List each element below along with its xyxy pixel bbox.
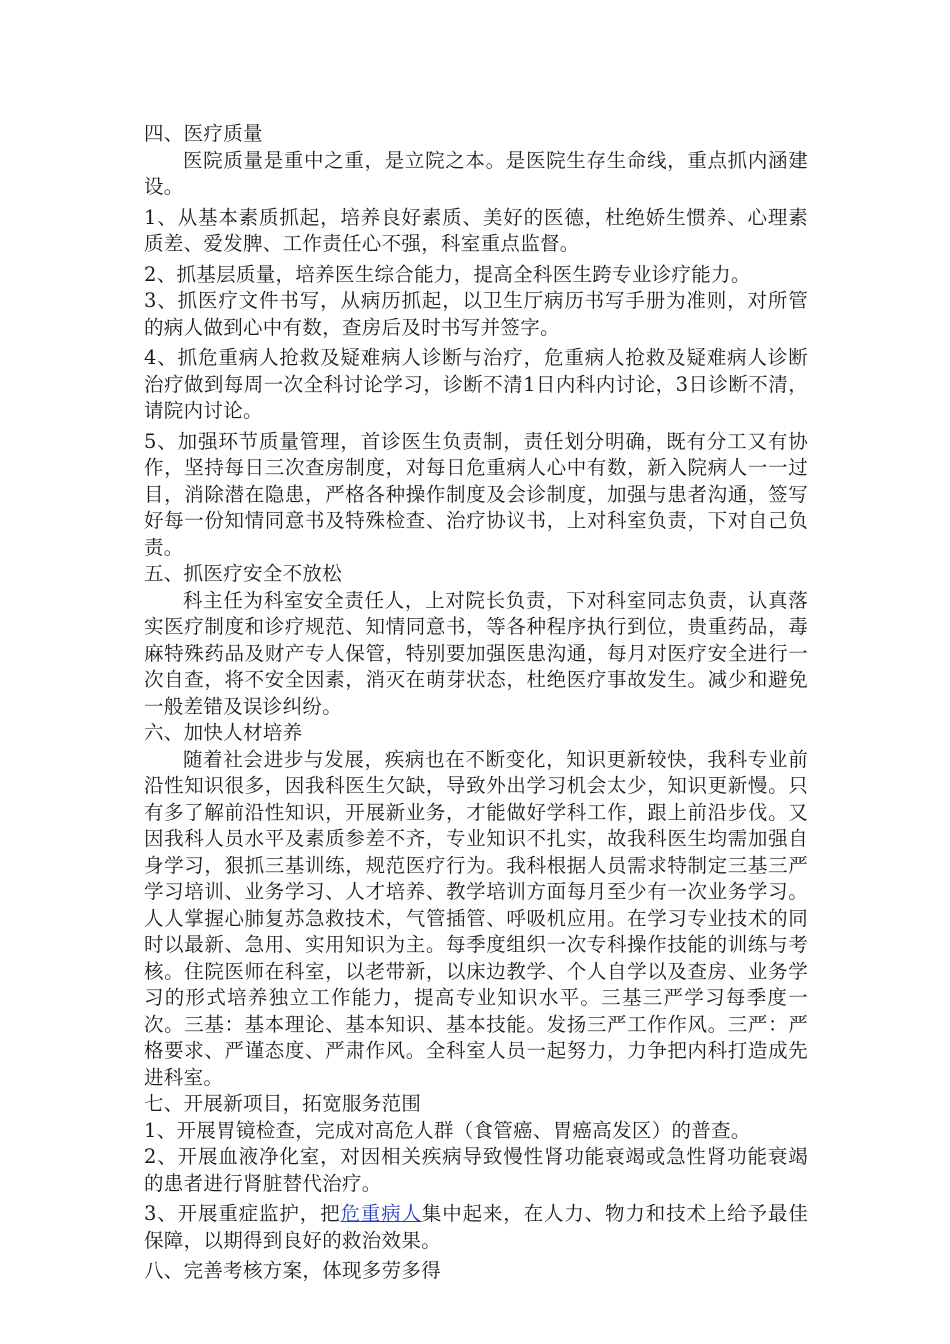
section-4-item-3: 3、抓医疗文件书写，从病历抓起，以卫生厅病历书写手册为准则，对所管的病人做到心中有数，查房后及时书写并签字。 xyxy=(144,289,808,339)
section-7-item-1: 1、开展胃镜检查，完成对高危人群（食管癌、胃癌高发区）的普查。 xyxy=(144,1118,751,1142)
critical-patients-link[interactable]: 危重病人 xyxy=(340,1202,422,1225)
section-4-intro: 医院质量是重中之重，是立院之本。是医院生存生命线，重点抓内涵建设。 xyxy=(144,148,808,198)
section-4-item-2: 2、抓基层质量，培养医生综合能力，提高全科医生跨专业诊疗能力。 xyxy=(144,262,751,286)
section-4-item-4: 4、抓危重病人抢救及疑难病人诊断与治疗，危重病人抢救及疑难病人诊断治疗做到每周一次全科讨论学习，诊断不清1日内科内讨论，3日诊断不清，请院内讨论。 xyxy=(144,346,808,422)
section-7-item-3-suffix: 集中起来，在人力、物力和技术上给予最佳保障，以期得到良好的救治效果。 xyxy=(144,1202,808,1252)
section-7-heading: 七、开展新项目，拓宽服务范围 xyxy=(144,1092,422,1115)
document-body xyxy=(144,121,808,1285)
section-6-heading: 六、加快人材培养 xyxy=(144,721,303,744)
section-7-item-2: 2、开展血液净化室，对因相关疾病导致慢性肾功能衰竭或急性肾功能衰竭的患者进行肾脏替代治疗。 xyxy=(144,1145,808,1195)
section-5-heading: 五、抓医疗安全不放松 xyxy=(144,562,343,585)
section-8-heading: 八、完善考核方案，体现多劳多得 xyxy=(144,1259,442,1282)
section-4-item-5: 5、加强环节质量管理，首诊医生负责制，责任划分明确，既有分工又有协作，坚持每日三次查房制度，对每日危重病人心中有数，新入院病人一一过目，消除潜在隐患，严格各种操作制度及会诊制度，加强与患者沟通，签写好每一份知情同意书及特殊检查、治疗协议书，上对科室负责，下对自己负责。 xyxy=(144,429,808,559)
section-5-body: 科主任为科室安全责任人，上对院长负责，下对科室同志负责，认真落实医疗制度和诊疗规范、知情同意书，等各种程序执行到位，贵重药品，毒麻特殊药品及财产专人保管，特别要加强医患沟通，每月对医疗安全进行一次自查，将不安全因素，消灭在萌芽状态，杜绝医疗事故发生。减少和避免一般差错及误诊纠纷。 xyxy=(144,588,808,718)
section-7-item-3-prefix: 3、开展重症监护，把 xyxy=(144,1202,341,1225)
section-4-item-1: 1、从基本素质抓起，培养良好素质、美好的医德，杜绝娇生惯养、心理素质差、爱发脾、工作责任心不强，科室重点监督。 xyxy=(144,205,808,255)
section-6-body: 随着社会进步与发展，疾病也在不断变化，知识更新较快，我科专业前沿性知识很多，因我科医生欠缺，导致外出学习机会太少，知识更新慢。只有多了解前沿性知识，开展新业务，才能做好学科工作，跟上前沿步伐。又因我科人员水平及素质参差不齐，专业知识不扎实，故我科医生均需加强自身学习，狠抓三基训练，规范医疗行为。我科根据人员需求特制定三基三严学习培训、业务学习、人才培养、教学培训方面每月至少有一次业务学习。人人掌握心肺复苏急救技术，气管插管、呼吸机应用。在学习专业技术的同时以最新、急用、实用知识为主。每季度组织一次专科操作技能的训练与考核。住院医师在科室，以老带新，以床边教学、个人自学以及查房、业务学习的形式培养独立工作能力，提高专业知识水平。三基三严学习每季度一次。三基：基本理论、基本知识、基本技能。发扬三严工作作风。三严：严格要求、严谨态度、严肃作风。全科室人员一起努力，力争把内科打造成先进科室。 xyxy=(144,747,808,1089)
section-7-item-3 xyxy=(144,1201,808,1254)
section-4-heading: 四、医疗质量 xyxy=(144,122,263,145)
